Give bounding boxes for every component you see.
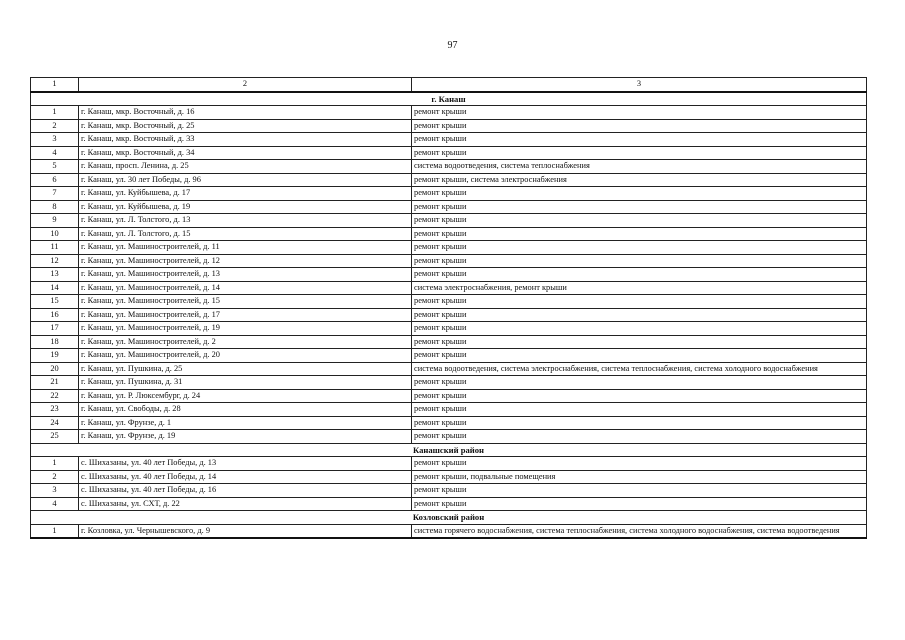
row-number: 21 (31, 376, 79, 390)
row-number: 11 (31, 241, 79, 255)
building-address: г. Канаш, ул. Машиностроителей, д. 19 (79, 322, 412, 336)
repair-works: ремонт крыши (412, 254, 867, 268)
building-address: г. Канаш, просп. Ленина, д. 25 (79, 160, 412, 174)
repair-works: ремонт крыши (412, 227, 867, 241)
repair-works: ремонт крыши (412, 308, 867, 322)
building-address: г. Канаш, ул. 30 лет Победы, д. 96 (79, 173, 412, 187)
repair-works: ремонт крыши (412, 497, 867, 511)
row-number: 1 (31, 457, 79, 471)
table-row (31, 268, 867, 282)
building-address: г. Канаш, ул. Р. Люксембург, д. 24 (79, 389, 412, 403)
building-address: г. Канаш, мкр. Восточный, д. 34 (79, 146, 412, 160)
row-number: 18 (31, 335, 79, 349)
repair-works: ремонт крыши (412, 403, 867, 417)
building-address: г. Канаш, ул. Фрунзе, д. 19 (79, 430, 412, 444)
building-address: г. Канаш, ул. Л. Толстого, д. 15 (79, 227, 412, 241)
column-header-3: 3 (412, 78, 867, 92)
row-number: 3 (31, 484, 79, 498)
table-row (31, 146, 867, 160)
table-row (31, 322, 867, 336)
table-row (31, 281, 867, 295)
building-address: г. Канаш, ул. Машиностроителей, д. 11 (79, 241, 412, 255)
row-number: 7 (31, 187, 79, 201)
row-number: 12 (31, 254, 79, 268)
repair-works: ремонт крыши, подвальные помещения (412, 470, 867, 484)
repair-works: ремонт крыши (412, 389, 867, 403)
table-row (31, 106, 867, 120)
repair-works: ремонт крыши (412, 133, 867, 147)
row-number: 4 (31, 146, 79, 160)
building-address: г. Канаш, мкр. Восточный, д. 16 (79, 106, 412, 120)
repair-works: ремонт крыши (412, 268, 867, 282)
building-address: г. Канаш, ул. Пушкина, д. 31 (79, 376, 412, 390)
table-row (31, 484, 867, 498)
table-row (31, 187, 867, 201)
repair-table-body (31, 78, 867, 539)
table-row (31, 119, 867, 133)
row-number: 2 (31, 119, 79, 133)
building-address: с. Шихазаны, ул. 40 лет Победы, д. 14 (79, 470, 412, 484)
building-address: г. Канаш, ул. Фрунзе, д. 1 (79, 416, 412, 430)
repair-works: ремонт крыши (412, 416, 867, 430)
row-number: 15 (31, 295, 79, 309)
repair-works: ремонт крыши (412, 295, 867, 309)
table-row (31, 227, 867, 241)
table-row (31, 295, 867, 309)
building-address: г. Канаш, ул. Пушкина, д. 25 (79, 362, 412, 376)
table-row (31, 160, 867, 174)
table-row (31, 362, 867, 376)
row-number: 2 (31, 470, 79, 484)
row-number: 10 (31, 227, 79, 241)
building-address: г. Канаш, ул. Куйбышева, д. 19 (79, 200, 412, 214)
building-address: г. Канаш, ул. Машиностроителей, д. 17 (79, 308, 412, 322)
table-row (31, 241, 867, 255)
row-number: 16 (31, 308, 79, 322)
repair-works: ремонт крыши (412, 349, 867, 363)
table-row (31, 524, 867, 538)
repair-works: ремонт крыши (412, 335, 867, 349)
page-number: 97 (447, 40, 458, 51)
row-number: 9 (31, 214, 79, 228)
row-number: 24 (31, 416, 79, 430)
repair-works: ремонт крыши (412, 187, 867, 201)
table-row (31, 200, 867, 214)
building-address: г. Канаш, ул. Машиностроителей, д. 12 (79, 254, 412, 268)
table-row (31, 389, 867, 403)
building-address: г. Канаш, ул. Машиностроителей, д. 2 (79, 335, 412, 349)
building-address: г. Канаш, ул. Свободы, д. 28 (79, 403, 412, 417)
repair-works: ремонт крыши (412, 484, 867, 498)
section-header-row (31, 92, 867, 106)
building-address: с. Шихазаны, ул. СХТ, д. 22 (79, 497, 412, 511)
table-row (31, 497, 867, 511)
table-row (31, 308, 867, 322)
building-address: г. Канаш, ул. Куйбышева, д. 17 (79, 187, 412, 201)
table-row (31, 335, 867, 349)
repair-works: ремонт крыши (412, 200, 867, 214)
row-number: 22 (31, 389, 79, 403)
table-row (31, 173, 867, 187)
building-address: г. Канаш, ул. Л. Толстого, д. 13 (79, 214, 412, 228)
repair-works: система водоотведения, система электроснабжения, система теплоснабжения, система холодного водоснабжения (412, 362, 867, 376)
row-number: 5 (31, 160, 79, 174)
column-header-1: 1 (31, 78, 79, 92)
table-row (31, 214, 867, 228)
building-address: с. Шихазаны, ул. 40 лет Победы, д. 16 (79, 484, 412, 498)
row-number: 19 (31, 349, 79, 363)
repair-works: ремонт крыши (412, 106, 867, 120)
row-number: 25 (31, 430, 79, 444)
row-number: 23 (31, 403, 79, 417)
row-number: 17 (31, 322, 79, 336)
repair-works: ремонт крыши, система электроснабжения (412, 173, 867, 187)
repair-works: система горячего водоснабжения, система теплоснабжения, система холодного водоснабжения, система водоотведения (412, 524, 867, 538)
row-number: 8 (31, 200, 79, 214)
row-number: 4 (31, 497, 79, 511)
row-number: 6 (31, 173, 79, 187)
row-number: 20 (31, 362, 79, 376)
section-header-row (31, 511, 867, 525)
building-address: г. Канаш, ул. Машиностроителей, д. 20 (79, 349, 412, 363)
repair-works: ремонт крыши (412, 119, 867, 133)
building-address: г. Канаш, мкр. Восточный, д. 25 (79, 119, 412, 133)
table-row (31, 416, 867, 430)
column-number-row (31, 78, 867, 92)
section-title: Канашский район (31, 443, 867, 457)
section-title: Козловский район (31, 511, 867, 525)
repair-works: ремонт крыши (412, 376, 867, 390)
repair-works: ремонт крыши (412, 146, 867, 160)
table-row (31, 376, 867, 390)
table-row (31, 133, 867, 147)
row-number: 1 (31, 106, 79, 120)
building-address: с. Шихазаны, ул. 40 лет Победы, д. 13 (79, 457, 412, 471)
table-row (31, 470, 867, 484)
building-address: г. Канаш, мкр. Восточный, д. 33 (79, 133, 412, 147)
row-number: 13 (31, 268, 79, 282)
table-row (31, 457, 867, 471)
column-header-2: 2 (79, 78, 412, 92)
table-row (31, 349, 867, 363)
repair-works: ремонт крыши (412, 241, 867, 255)
repair-works: ремонт крыши (412, 322, 867, 336)
repair-works: система водоотведения, система теплоснабжения (412, 160, 867, 174)
table-row (31, 430, 867, 444)
section-header-row (31, 443, 867, 457)
building-address: г. Канаш, ул. Машиностроителей, д. 15 (79, 295, 412, 309)
table-row (31, 403, 867, 417)
row-number: 14 (31, 281, 79, 295)
building-address: г. Канаш, ул. Машиностроителей, д. 13 (79, 268, 412, 282)
repair-works: ремонт крыши (412, 214, 867, 228)
section-title: г. Канаш (31, 92, 867, 106)
row-number: 3 (31, 133, 79, 147)
table-row (31, 254, 867, 268)
building-address: г. Канаш, ул. Машиностроителей, д. 14 (79, 281, 412, 295)
building-address: г. Козловка, ул. Чернышевского, д. 9 (79, 524, 412, 538)
row-number: 1 (31, 524, 79, 538)
repair-table (30, 77, 867, 539)
repair-works: ремонт крыши (412, 457, 867, 471)
repair-works: система электроснабжения, ремонт крыши (412, 281, 867, 295)
repair-works: ремонт крыши (412, 430, 867, 444)
